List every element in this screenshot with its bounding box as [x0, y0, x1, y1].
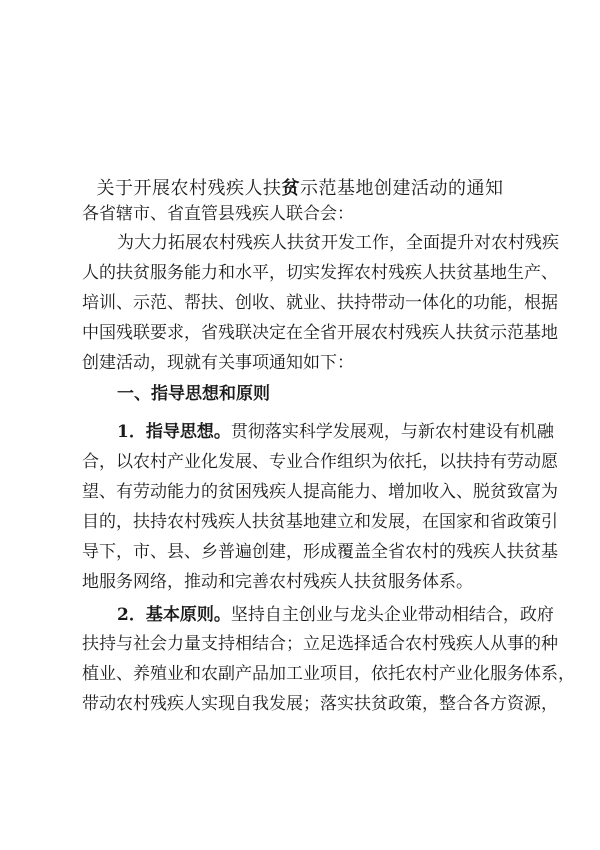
paragraph-line: 望、有劳动能力的贫困残疾人提高能力、增加收入、脱贫致富为 — [82, 482, 558, 502]
title-text-bold: 贫 — [281, 178, 300, 199]
salutation: 各省辖市、省直管县残疾人联合会： — [82, 204, 354, 224]
paragraph-line: 中国残联要求，省残联决定在全省开展农村残疾人扶贫示范基地 — [82, 323, 558, 343]
paragraph-line: 植业、养殖业和农副产品加工业项目，依托农村产业化服务体系， — [82, 664, 575, 684]
paragraph-line: 创建活动，现就有关事项通知如下： — [82, 353, 354, 373]
paragraph-line: 培训、示范、帮扶、创收、就业、扶持带动一体化的功能，根据 — [82, 293, 558, 313]
section-heading: 一、指导思想和原则 — [117, 384, 270, 404]
item-text: 坚持自主创业与龙头企业带动相结合，政府 — [230, 605, 554, 625]
title-text: 示范基地创建活动的通知 — [300, 178, 504, 199]
title-text: 关于开展农村残疾人扶 — [96, 178, 282, 199]
paragraph-line: 人的扶贫服务能力和水平，切实发挥农村残疾人扶贫基地生产、 — [82, 263, 558, 283]
item-label: 2．基本原则。 — [117, 605, 231, 625]
paragraph-line: 带动农村残疾人实现自我发展；落实扶贫政策，整合各方资源， — [82, 694, 558, 714]
paragraph-line: 地服务网络，推动和完善农村残疾人扶贫服务体系。 — [82, 572, 473, 592]
paragraph-line: 导下，市、县、乡普遍创建，形成覆盖全省农村的残疾人扶贫基 — [82, 542, 558, 562]
item-first-line — [117, 605, 554, 625]
paragraph-line: 合，以农村产业化发展、专业合作组织为依托，以扶持有劳动愿 — [82, 452, 558, 472]
item-first-line — [117, 422, 554, 442]
paragraph-line: 扶持与社会力量支持相结合；立足选择适合农村残疾人从事的种 — [82, 634, 558, 654]
paragraph-line: 为大力拓展农村残疾人扶贫开发工作，全面提升对农村残疾 — [117, 233, 559, 253]
item-label: 1．指导思想。 — [117, 422, 231, 442]
document-title — [0, 174, 600, 200]
item-text: 贯彻落实科学发展观，与新农村建设有机融 — [230, 422, 554, 442]
paragraph-line: 目的，扶持农村残疾人扶贫基地建立和发展，在国家和省政策引 — [82, 512, 558, 532]
